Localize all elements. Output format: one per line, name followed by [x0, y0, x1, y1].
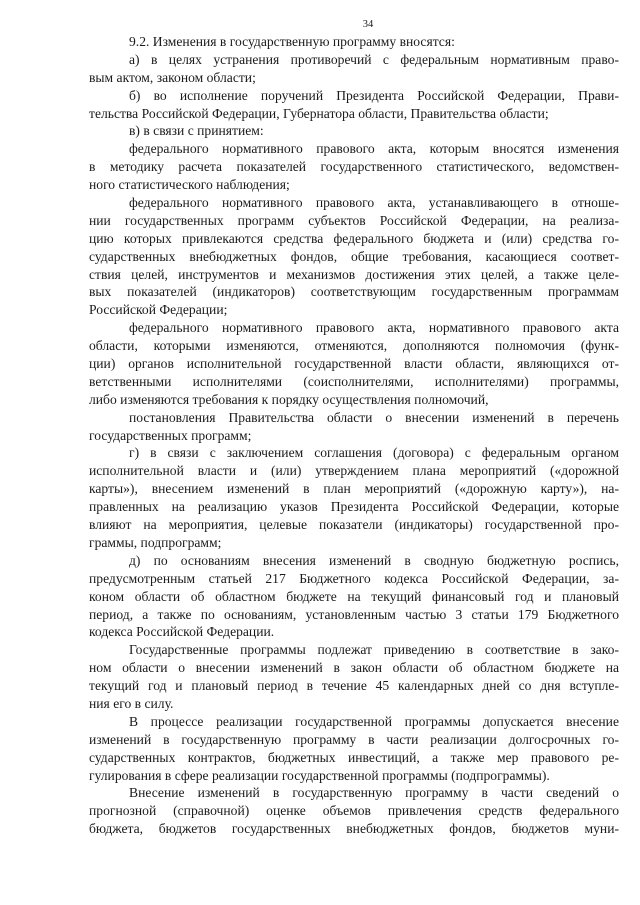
- text-line: ветственными исполнителями (соисполнителями, исполнителями) программы,: [89, 373, 619, 389]
- text-line: федерального нормативного правового акта, нормативного правового акта: [129, 320, 619, 336]
- text-line: бюджета, бюджетов государственных внебюджетных фондов, бюджетов муни-: [89, 821, 619, 837]
- text-line: вым актом, законом области;: [89, 69, 256, 85]
- text-line: в методику расчета показателей государственного статистического, ведомствен-: [89, 159, 619, 175]
- text-line: либо изменяются требования к порядку осуществления полномочий,: [89, 391, 489, 407]
- text-line: государственных программ;: [89, 427, 252, 443]
- text-line: ния его в силу.: [89, 695, 174, 711]
- text-line: Российской Федерации;: [89, 302, 228, 318]
- text-line: постановления Правительства области о внесении изменений в перечень: [129, 409, 619, 425]
- text-line: правленных на реализацию указов Президента Российской Федерации, которые: [89, 499, 619, 515]
- text-line: изменений в государственную программу в части реализации долгосрочных го-: [89, 731, 619, 747]
- text-line: влияют на мероприятия, целевые показатели (индикаторы) государственной про-: [89, 517, 619, 533]
- text-line: нии государственных программ субъектов Российской Федерации, на реализа-: [89, 212, 619, 228]
- text-line: а) в целях устранения противоречий с федеральным нормативным право-: [129, 51, 619, 67]
- text-line: д) по основаниям внесения изменений в сводную бюджетную роспись,: [129, 552, 619, 568]
- text-line: 9.2. Изменения в государственную программу вносятся:: [129, 34, 455, 49]
- text-line: тельства Российской Федерации, Губернатора области, Правительства области;: [89, 105, 549, 121]
- text-line: в) в связи с принятием:: [129, 123, 264, 139]
- text-line: цию которых привлекаются средства федерального бюджета и (или) средства го-: [89, 230, 619, 246]
- text-line: ции) органов исполнительной государственной власти области, являющихся от-: [89, 356, 619, 372]
- text-line: ного статистического наблюдения;: [89, 177, 290, 193]
- text-line: В процессе реализации государственной программы допускается внесение: [129, 713, 619, 729]
- text-line: сударственных контрактов, бюджетных инвестиций, а также мер правового ре-: [89, 749, 619, 765]
- text-line: период, а также по основаниям, установленным частью 3 статьи 179 Бюджетного: [89, 606, 619, 622]
- text-line: граммы, подпрограмм;: [89, 534, 222, 550]
- text-line: текущий год и плановый период в течение 45 календарных дней со дня вступле-: [89, 678, 619, 694]
- text-line: ном области о внесении изменений в закон области об областном бюджете на: [89, 660, 619, 676]
- text-line: области, которыми изменяются, отменяются, дополняются полномочия (функ-: [89, 338, 619, 354]
- text-line: прогнозной (справочной) оценке объемов привлечения средств федерального: [89, 803, 619, 819]
- text-line: ствия целей, инструментов и механизмов достижения этих целей, а также целе-: [89, 266, 619, 282]
- text-line: карты»), внесением изменений в план мероприятий («дорожную карту»), на-: [89, 481, 619, 497]
- text-line: Внесение изменений в государственную программу в части сведений о: [129, 785, 619, 801]
- text-line: Государственные программы подлежат приведению в соответствие в зако-: [129, 642, 619, 658]
- text-line: предусмотренным статьей 217 Бюджетного кодекса Российской Федерации, за-: [89, 570, 619, 586]
- text-line: коном области об областном бюджете на текущий финансовый год и плановый: [89, 588, 619, 604]
- text-line: федерального нормативного правового акта, которым вносятся изменения: [129, 141, 619, 157]
- text-line: вых показателей (индикаторов) соответствующим государственным программам: [89, 284, 619, 300]
- document-body: [89, 33, 619, 838]
- text-line: кодекса Российской Федерации.: [89, 624, 275, 640]
- text-line: г) в связи с заключением соглашения (договора) с федеральным органом: [129, 445, 619, 461]
- page-number: 34: [362, 19, 374, 30]
- text-line: гулирования в сфере реализации государственной программы (подпрограммы).: [89, 767, 550, 783]
- text-line: федерального нормативного правового акта, устанавливающего в отноше-: [129, 195, 619, 211]
- text-line: исполнительной власти и (или) утверждением плана мероприятий («дорожной: [89, 463, 619, 479]
- text-line: сударственных внебюджетных фондов, общие требования, касающиеся соответ-: [89, 248, 619, 264]
- text-line: б) во исполнение поручений Президента Российской Федерации, Прави-: [129, 87, 619, 103]
